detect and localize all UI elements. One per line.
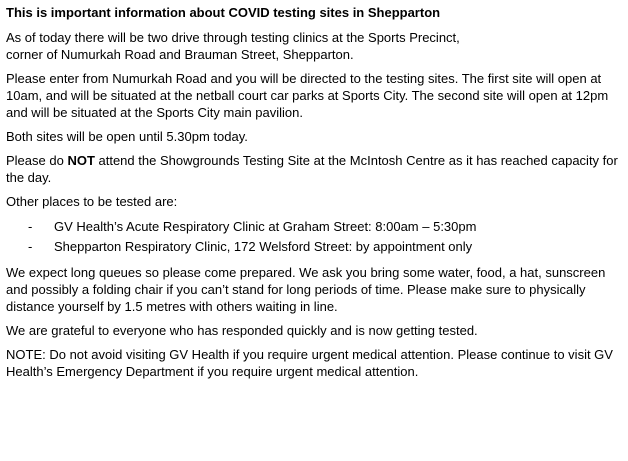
showgrounds-notice-prefix: Please do	[6, 153, 68, 168]
list-item	[6, 237, 622, 257]
list-item-text: GV Health’s Acute Respiratory Clinic at Graham Street: 8:00am – 5:30pm	[54, 219, 477, 234]
other-places-list	[6, 217, 622, 257]
bullet-dash: -	[28, 219, 33, 234]
paragraph-clinics-intro-line2: corner of Numurkah Road and Brauman Street, Shepparton.	[6, 47, 354, 62]
paragraph-queues-advice: We expect long queues so please come prepared. We ask you bring some water, food, a hat, sunscreen and possibly a folding chair if you can’t stand for long periods of time. Please make sure to physically distance yourself by 1.5 metres with others waiting in line.	[6, 265, 606, 314]
paragraph-showgrounds-notice	[6, 152, 622, 186]
list-item-text: Shepparton Respiratory Clinic, 172 Welsford Street: by appointment only	[54, 239, 473, 254]
paragraph-opening-hours: Both sites will be open until 5.30pm today.	[6, 129, 248, 144]
document-title: This is important information about COVID testing sites in Shepparton	[6, 5, 441, 20]
paragraph-gratitude: We are grateful to everyone who has responded quickly and is now getting tested.	[6, 323, 478, 338]
paragraph-clinics-intro-line1: As of today there will be two drive through testing clinics at the Sports Precinct,	[6, 30, 460, 45]
bullet-dash: -	[28, 239, 33, 254]
paragraph-urgent-care-note: NOTE: Do not avoid visiting GV Health if you require urgent medical attention. Please continue to visit GV Health’s Emergency Department if you require urgent medical attention.	[6, 347, 613, 379]
list-item	[6, 217, 622, 237]
showgrounds-notice-suffix: attend the Showgrounds Testing Site at the McIntosh Centre as it has reached capacity for the day.	[6, 153, 618, 185]
paragraph-directions: Please enter from Numurkah Road and you will be directed to the testing sites. The first site will open at 10am, and will be situated at the netball court car parks at Sports City. The second site will open at 12pm and will be situated at the Sports City main pavilion.	[6, 71, 609, 120]
paragraph-clinics-intro	[6, 29, 622, 63]
showgrounds-notice-emphasis: NOT	[67, 153, 95, 168]
paragraph-other-places: Other places to be tested are:	[6, 194, 178, 209]
